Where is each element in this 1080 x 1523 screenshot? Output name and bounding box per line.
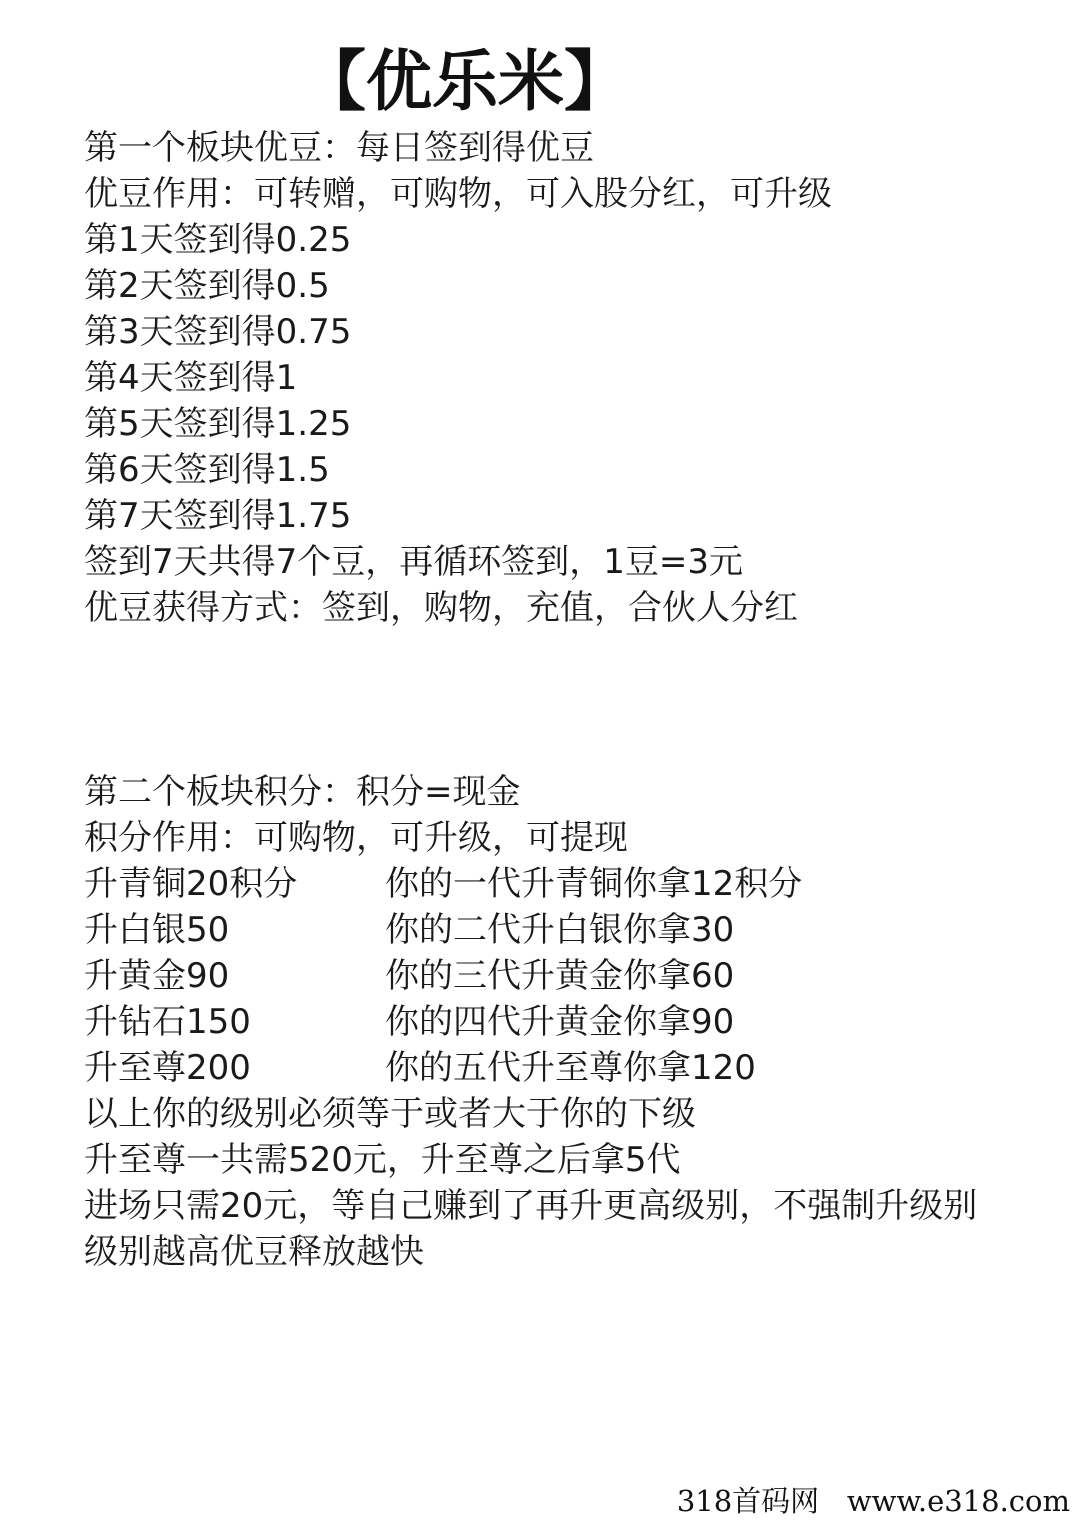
day-line: 第6天签到得1.5 [84, 450, 330, 490]
day-line: 第4天签到得1 [84, 358, 298, 398]
section1-usage: 优豆作用：可转赠，可购物，可入股分红，可升级 [84, 174, 832, 214]
section1-heading: 第一个板块优豆：每日签到得优豆 [84, 128, 594, 168]
section2-usage: 积分作用：可购物，可升级，可提现 [84, 818, 628, 858]
level-reward: 你的一代升青铜你拿12积分 [385, 864, 803, 904]
section1-methods: 优豆获得方式：签到，购物，充值，合伙人分红 [84, 588, 798, 628]
section2-heading: 第二个板块积分：积分=现金 [84, 772, 521, 812]
section2-note: 以上你的级别必须等于或者大于你的下级 [84, 1094, 696, 1134]
day-line: 第2天签到得0.5 [84, 266, 330, 306]
level-upgrade: 升青铜20积分 [84, 864, 298, 904]
section2-note: 升至尊一共需520元，升至尊之后拿5代 [84, 1140, 681, 1180]
level-upgrade: 升黄金90 [84, 956, 230, 996]
page-title: 【优乐米】 [300, 43, 630, 120]
day-line: 第3天签到得0.75 [84, 312, 352, 352]
level-reward: 你的五代升至尊你拿120 [385, 1048, 756, 1088]
level-upgrade: 升白银50 [84, 910, 230, 950]
level-reward: 你的二代升白银你拿30 [385, 910, 735, 950]
level-upgrade: 升至尊200 [84, 1048, 251, 1088]
section2-note: 级别越高优豆释放越快 [84, 1232, 424, 1272]
level-upgrade: 升钻石150 [84, 1002, 251, 1042]
day-line: 第5天签到得1.25 [84, 404, 352, 444]
section1-total: 签到7天共得7个豆，再循环签到，1豆=3元 [84, 542, 744, 582]
day-line: 第1天签到得0.25 [84, 220, 352, 260]
level-reward: 你的四代升黄金你拿90 [385, 1002, 735, 1042]
day-line: 第7天签到得1.75 [84, 496, 352, 536]
level-reward: 你的三代升黄金你拿60 [385, 956, 735, 996]
site-watermark: 318首码网 www.e318.com [676, 1484, 1070, 1518]
section2-note: 进场只需20元，等自己赚到了再升更高级别，不强制升级别 [84, 1186, 978, 1226]
